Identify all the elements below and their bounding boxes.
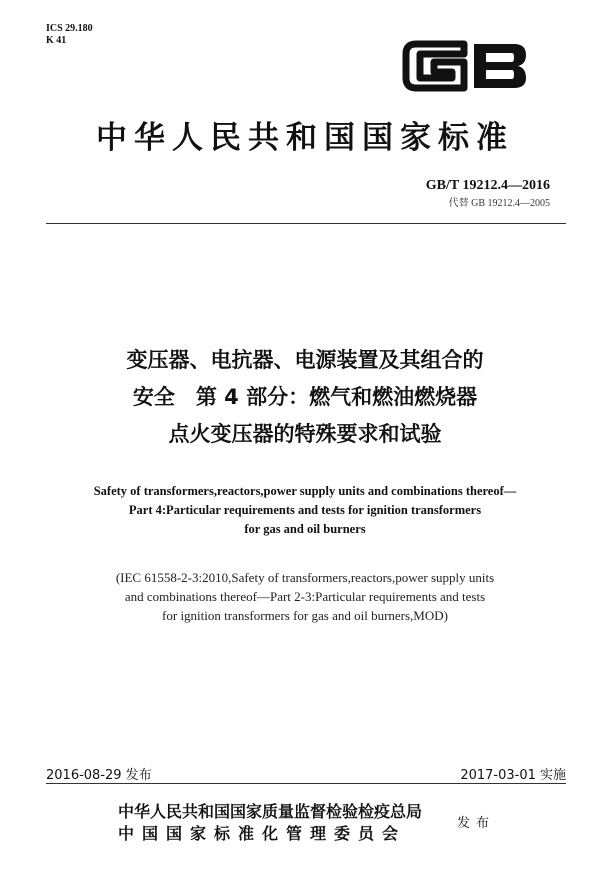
replaced-standard: 代替 GB 19212.4—2005	[448, 198, 550, 209]
english-title-line: Part 4:Particular requirements and tests for ignition transformers	[128, 503, 482, 517]
english-title-line: Safety of transformers,reactors,power supply units and combinations thereof—	[93, 484, 517, 498]
chinese-title-line: 变压器、电抗器、电源装置及其组合的	[126, 348, 484, 372]
standard-code-block	[426, 178, 550, 209]
gb-logo	[402, 38, 532, 94]
iec-line: (IEC 61558-2-3:2010,Safety of transformers,reactors,power supply units	[115, 570, 495, 585]
publish-label: 发布	[457, 816, 496, 831]
top-divider	[46, 223, 566, 224]
issuer-aqsiq: 中华人民共和国国家质量监督检验检疫总局	[118, 802, 423, 821]
gb-logo-b-shape	[474, 44, 526, 88]
iec-line: and combinations thereof—Part 2-3:Particular requirements and tests	[124, 589, 486, 604]
english-title	[0, 482, 610, 539]
english-title-line: for gas and oil burners	[244, 522, 366, 536]
standard-category-title: 中华人民共和国国家标准	[96, 120, 514, 156]
standard-number: GB/T 19212.4—2016	[425, 178, 550, 193]
ics-number: ICS 29.180	[46, 23, 93, 34]
iec-line: for ignition transformers for gas and oil burners,MOD)	[162, 608, 448, 623]
implementation-date: 2017-03-01 实施	[460, 768, 566, 783]
iec-equivalence	[0, 568, 610, 625]
gb-logo-g-shape	[406, 44, 464, 88]
chinese-title	[0, 342, 610, 453]
chinese-title-line: 点火变压器的特殊要求和试验	[168, 422, 442, 446]
issuing-authorities	[118, 801, 422, 845]
issuer-sac: 中国国家标准化管理委员会	[118, 824, 407, 843]
bottom-divider	[46, 783, 566, 784]
issue-date: 2016-08-29 发布	[46, 768, 152, 783]
chinese-title-line: 安全 第 4 部分：燃气和燃油燃烧器	[132, 385, 478, 409]
ics-code-block	[46, 23, 93, 47]
ccs-number: K 41	[46, 35, 67, 46]
